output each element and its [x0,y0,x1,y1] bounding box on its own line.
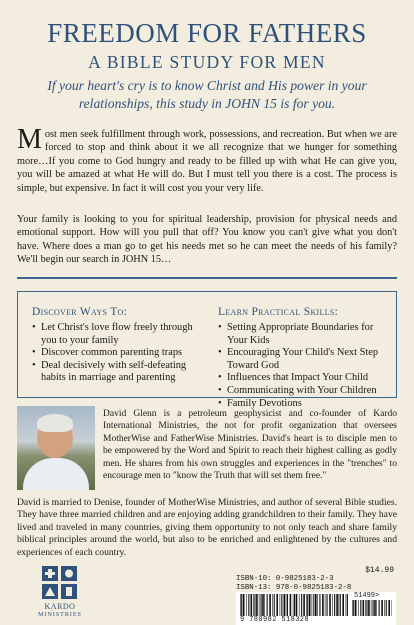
skills-list [218,322,388,410]
intro-text: ost men seek fulfillment through work, possessions, and recreation. But when we are forced to stop and think about it we all recognize that we hunger for something more…If you come to God hungry and ready to be filled up with what He can give you, you will be amazed at what He will do. But I must tell you there is a cost. The process is simple, but expensive. In fact it will cost you your very life. [17,129,397,194]
drop-cap: M [17,124,42,155]
barcode-icon [240,594,348,616]
author-photo [17,406,95,490]
isbn-block: ISBN-10: 0-9825183-2-3 ISBN-13: 978-0-9825183-2-8 [236,575,352,592]
author-bio: David Glenn is a petroleum geophysicist and co-founder of Kardo International Ministries, the not for profit organization that oversees MotherWise and FatherWise Ministries. David's heart is to disciple men to be empowered by the Word and Spirit to reach their highest calling as godly men. He shares from his own struggles and experiences in the "trenches" to encourage men to "know the Truth that will set them free." [103,409,397,482]
list-item: • Encouraging Your Child's Next Step Toward God [218,347,388,372]
list-item: • Discover common parenting traps [32,347,202,360]
discover-list [32,322,202,385]
barcode-number: 9 780982 518328 [240,616,310,624]
kardo-logo-icon [42,566,78,600]
logo-wordmark: KARDO MINISTRIES [38,602,82,618]
family-paragraph: Your family is looking to you for spiritual leadership, provision for physical needs and emotional support. How will you pull that off? You know you can't give what you don't have. Where does a man go to get his needs met so he can meet the needs of his family? We'll begin our search in JOHN 15… [17,214,397,266]
addon-number: 51499> [354,592,380,600]
list-item: • Let Christ's love flow freely through you to your family [32,322,202,347]
list-item: • Communicating with Your Children [218,385,388,398]
addon-barcode-icon [352,600,392,616]
intro-paragraph [17,124,397,195]
skills-heading: Learn Practical Skills: [218,306,339,318]
list-item: • Influences that Impact Your Child [218,372,388,385]
list-item: • Family Devotions [218,398,388,411]
features-box [17,291,397,409]
book-subtitle: A BIBLE STUDY FOR MEN [88,52,326,72]
divider-rule [17,277,397,279]
discover-heading: Discover Ways To: [32,306,128,318]
list-item: • Deal decisively with self-defeating habits in marriage and parenting [32,360,202,385]
list-item: • Setting Appropriate Boundaries for Your Kids [218,322,388,347]
author-family-paragraph: David is married to Denise, founder of MotherWise Ministries, and author of several Bible studies. They have three married children and are enjoying adding grandchildren to their family. They have lived and traveled in many countries, giving them opportunity to not only teach and share family biblical principles around the world, but also to be enriched and enlightened by the cultures and experiences of each country. [17,497,397,558]
barcode-panel [236,592,396,625]
tagline: If your heart's cry is to know Christ and His power in your relationships, this study in JOHN 15 is for you. [47,78,367,111]
price-label: $14.99 [365,566,394,575]
book-title: FREEDOM FOR FATHERS [47,18,367,48]
